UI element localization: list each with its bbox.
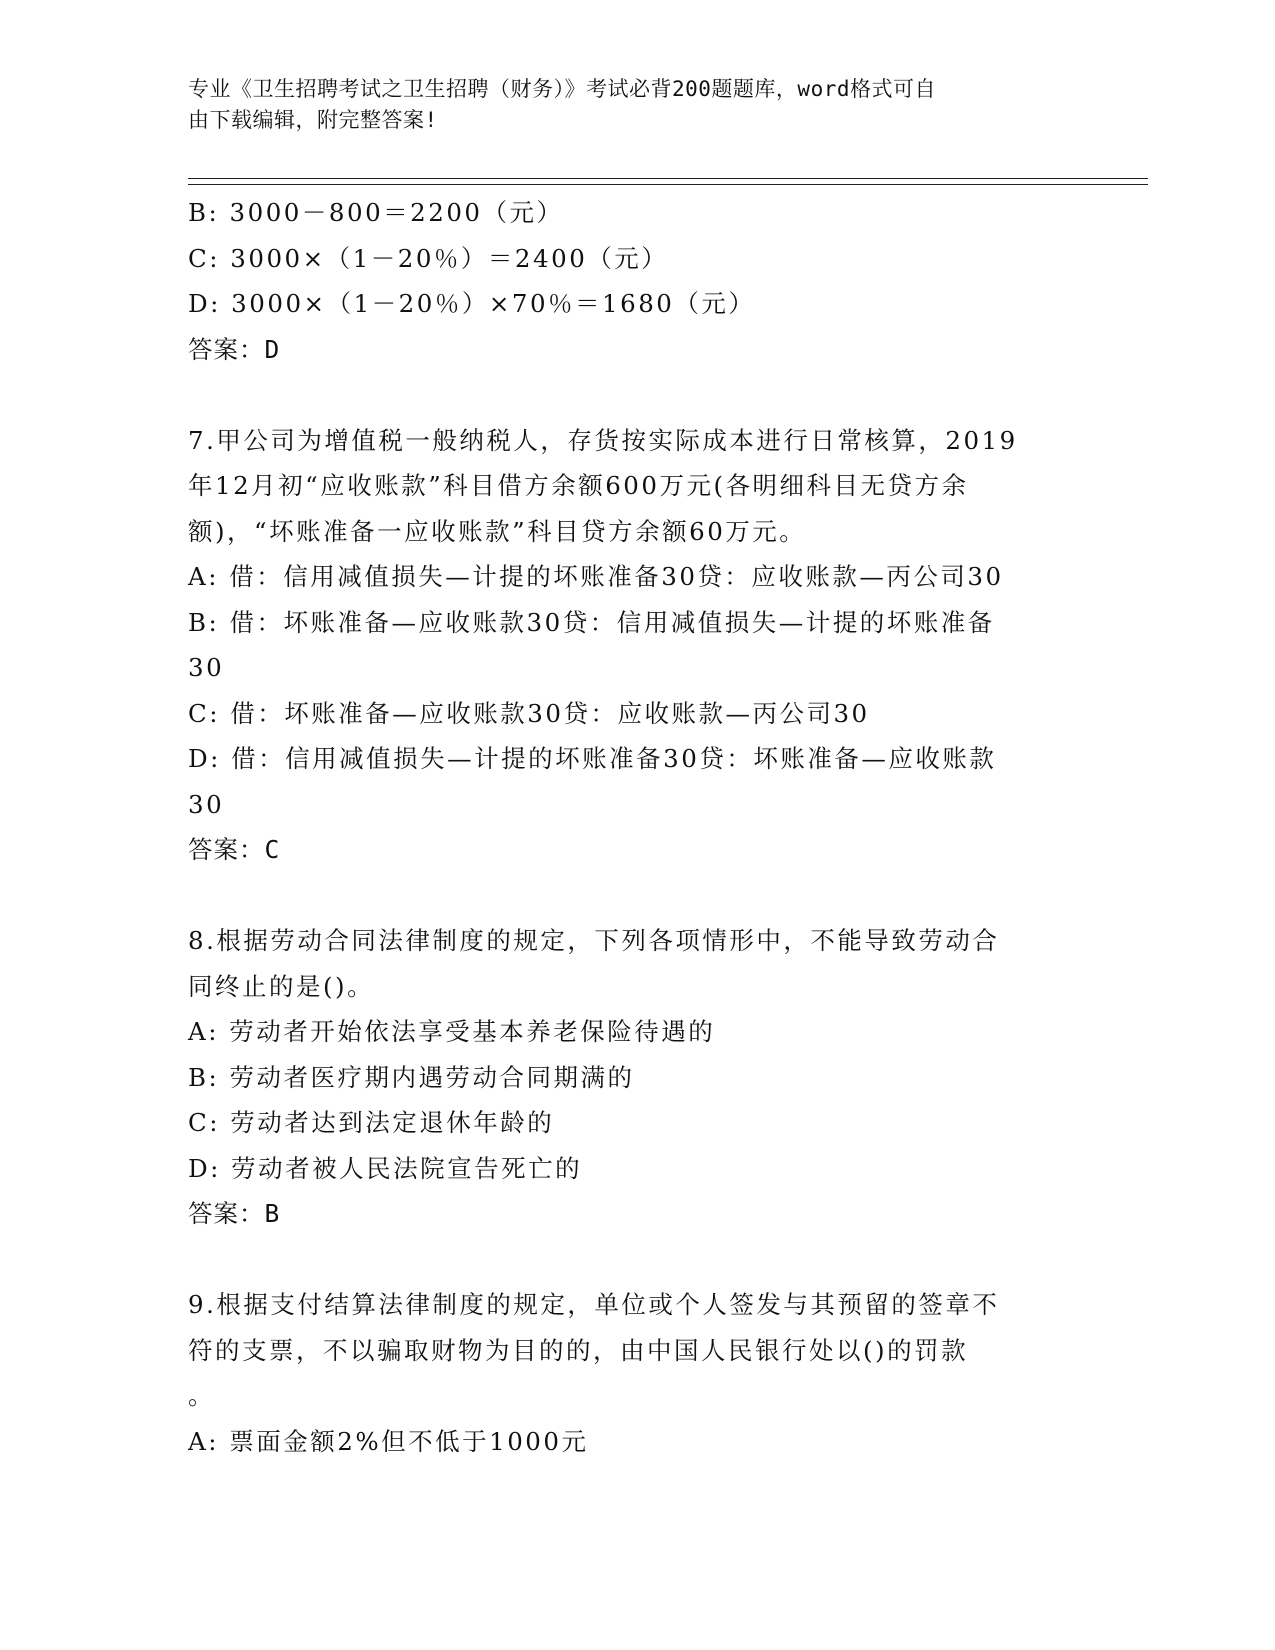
option-a: A: 劳动者开始依法享受基本养老保险待遇的 xyxy=(188,1017,716,1046)
option-d-continued: 30 xyxy=(188,789,225,819)
question-7 xyxy=(188,418,1068,873)
question-stem: 。 xyxy=(188,1381,215,1410)
header-rule-bottom xyxy=(188,184,1148,185)
option-b: B: 借：坏账准备—应收账款30贷：信用减值损失—计提的坏账准备 xyxy=(188,607,995,637)
option-c: C: 借：坏账准备—应收账款30贷：应收账款—丙公司30 xyxy=(188,698,870,728)
question-6-tail xyxy=(188,190,1068,372)
question-stem: 同终止的是()。 xyxy=(188,971,375,1001)
option-a: A: 票面金额2%但不低于1000元 xyxy=(188,1426,589,1456)
answer: 答案：D xyxy=(188,334,281,364)
option-b: B: 3000－800＝2200（元） xyxy=(188,198,564,227)
option-b: B: 劳动者医疗期内遇劳动合同期满的 xyxy=(188,1062,635,1092)
question-stem: 额)，“坏账准备一应收账款”科目贷方余额60万元。 xyxy=(188,516,807,546)
header-rule-top xyxy=(188,178,1148,179)
question-stem: 9.根据支付结算法律制度的规定，单位或个人签发与其预留的签章不 xyxy=(188,1290,1000,1319)
option-d: D: 劳动者被人民法院宣告死亡的 xyxy=(188,1153,583,1183)
question-9 xyxy=(188,1282,1068,1464)
option-a: A: 借：信用减值损失—计提的坏账准备30贷：应收账款—丙公司30 xyxy=(188,562,1004,591)
question-spacer xyxy=(188,1237,1068,1283)
option-c: C: 劳动者达到法定退休年龄的 xyxy=(188,1108,555,1137)
answer: 答案：C xyxy=(188,835,281,864)
header-title-line-2: 由下载编辑，附完整答案! xyxy=(188,108,438,132)
document-body xyxy=(188,190,1068,1464)
question-stem: 年12月初“应收账款”科目借方余额600万元(各明细科目无贷方余 xyxy=(188,471,969,500)
answer: 答案：B xyxy=(188,1199,281,1228)
header-title-line-1: 专业《卫生招聘考试之卫生招聘（财务）》考试必背200题题库，word格式可自 xyxy=(188,77,936,101)
question-spacer xyxy=(188,372,1068,418)
question-stem: 7.甲公司为增值税一般纳税人，存货按实际成本进行日常核算，2019 xyxy=(188,425,1018,455)
option-b-continued: 30 xyxy=(188,653,225,682)
option-c: C: 3000×（1－20％）＝2400（元） xyxy=(188,243,669,273)
option-d: D: 借：信用减值损失—计提的坏账准备30贷：坏账准备—应收账款 xyxy=(188,744,997,773)
option-d: D: 3000×（1－20％）×70％＝1680（元） xyxy=(188,289,756,318)
question-stem: 8.根据劳动合同法律制度的规定，下列各项情形中，不能导致劳动合 xyxy=(188,926,1000,955)
question-stem: 符的支票，不以骗取财物为目的的，由中国人民银行处以()的罚款 xyxy=(188,1335,969,1365)
question-8 xyxy=(188,918,1068,1237)
question-spacer xyxy=(188,873,1068,919)
document-header xyxy=(188,74,1068,136)
